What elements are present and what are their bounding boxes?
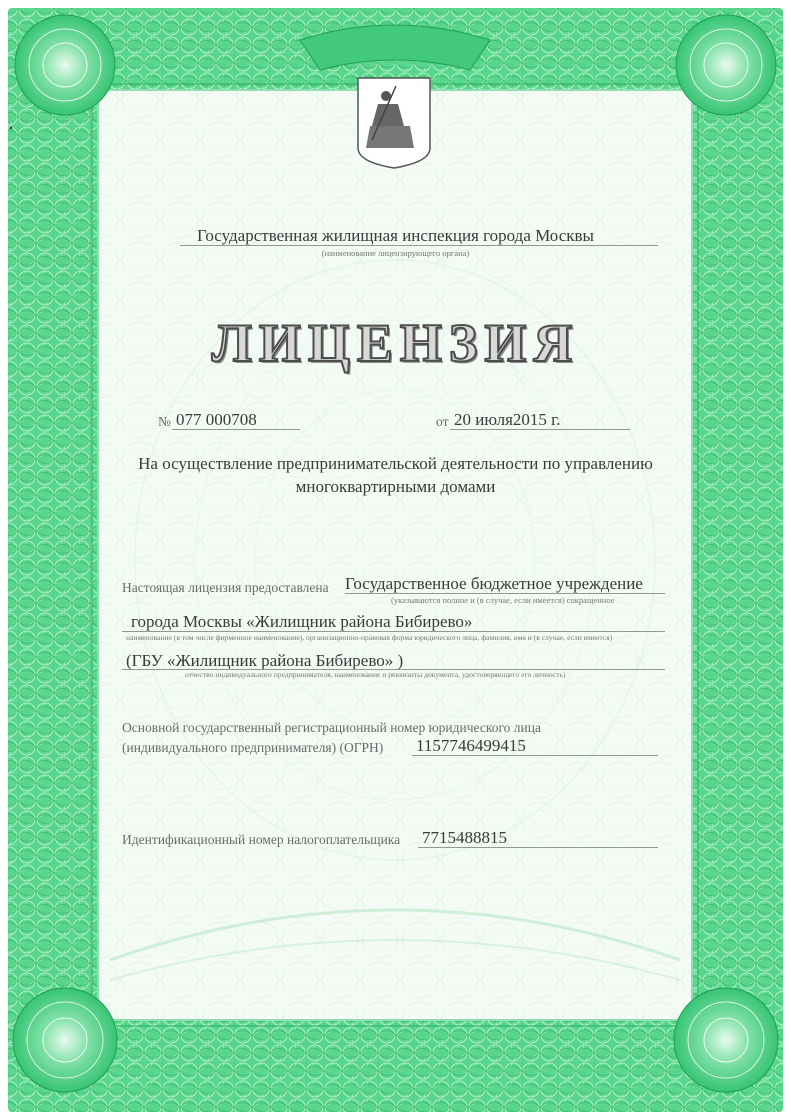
rosette-bottom-left: [13, 988, 117, 1092]
license-number: 077 000708: [176, 410, 257, 429]
inn-label: Идентификационный номер налогоплательщика: [122, 832, 401, 847]
holder-line-2: города Москвы «Жилищник района Бибирево»: [131, 612, 473, 631]
holder-caption-3: отчество индивидуального предпринимателя, наименование и реквизиты документа, удостоверяющего его личность): [185, 670, 566, 679]
license-date: 20 июля2015 г.: [454, 410, 561, 429]
ogrn-label-line-2: (индивидуального предпринимателя) (ОГРН): [122, 740, 384, 755]
license-number-prefix: №: [158, 414, 171, 429]
rosette-top-right: [676, 15, 776, 115]
activity-line-2: многоквартирными домами: [295, 477, 496, 496]
authority-caption: (наименование лицензирующего органа): [321, 248, 470, 258]
inn-line: [418, 847, 658, 848]
holder-caption-1: (указываются полное и (в случае, если имеется) сокращенное: [391, 595, 615, 605]
license-date-line: [450, 429, 630, 430]
inn-value: 7715488815: [422, 828, 507, 847]
holder-line-2-rule: [122, 631, 665, 632]
activity-line-1: На осуществление предпринимательской деятельности по управлению: [138, 454, 653, 473]
authority-line: [180, 245, 658, 246]
ogrn-label-line-1: Основной государственный регистрационный номер юридического лица: [122, 720, 541, 735]
ogrn-line: [412, 755, 658, 756]
license-number-line: [172, 429, 300, 430]
holder-line-3: (ГБУ «Жилищник района Бибирево» ): [126, 651, 404, 670]
authority-name: Государственная жилищная инспекция города Москвы: [197, 226, 594, 245]
holder-line-1-rule: [345, 593, 665, 594]
ogrn-value: 1157746499415: [416, 736, 526, 755]
license-date-prefix: от: [436, 414, 449, 429]
rosette-top-left: [15, 15, 115, 115]
rosette-bottom-right: [674, 988, 778, 1092]
holder-label: Настоящая лицензия предоставлена: [122, 580, 329, 595]
moscow-coat-of-arms-icon: [358, 78, 430, 168]
document-title: ЛИЦЕНЗИЯ: [211, 313, 580, 373]
holder-caption-2: наименование (в том числе фирменное наименование), организационно-правовая форма юридического лица, фамилия, имя и (в случае, если имеется): [126, 633, 613, 642]
holder-line-1: Государственное бюджетное учреждение: [345, 574, 643, 593]
